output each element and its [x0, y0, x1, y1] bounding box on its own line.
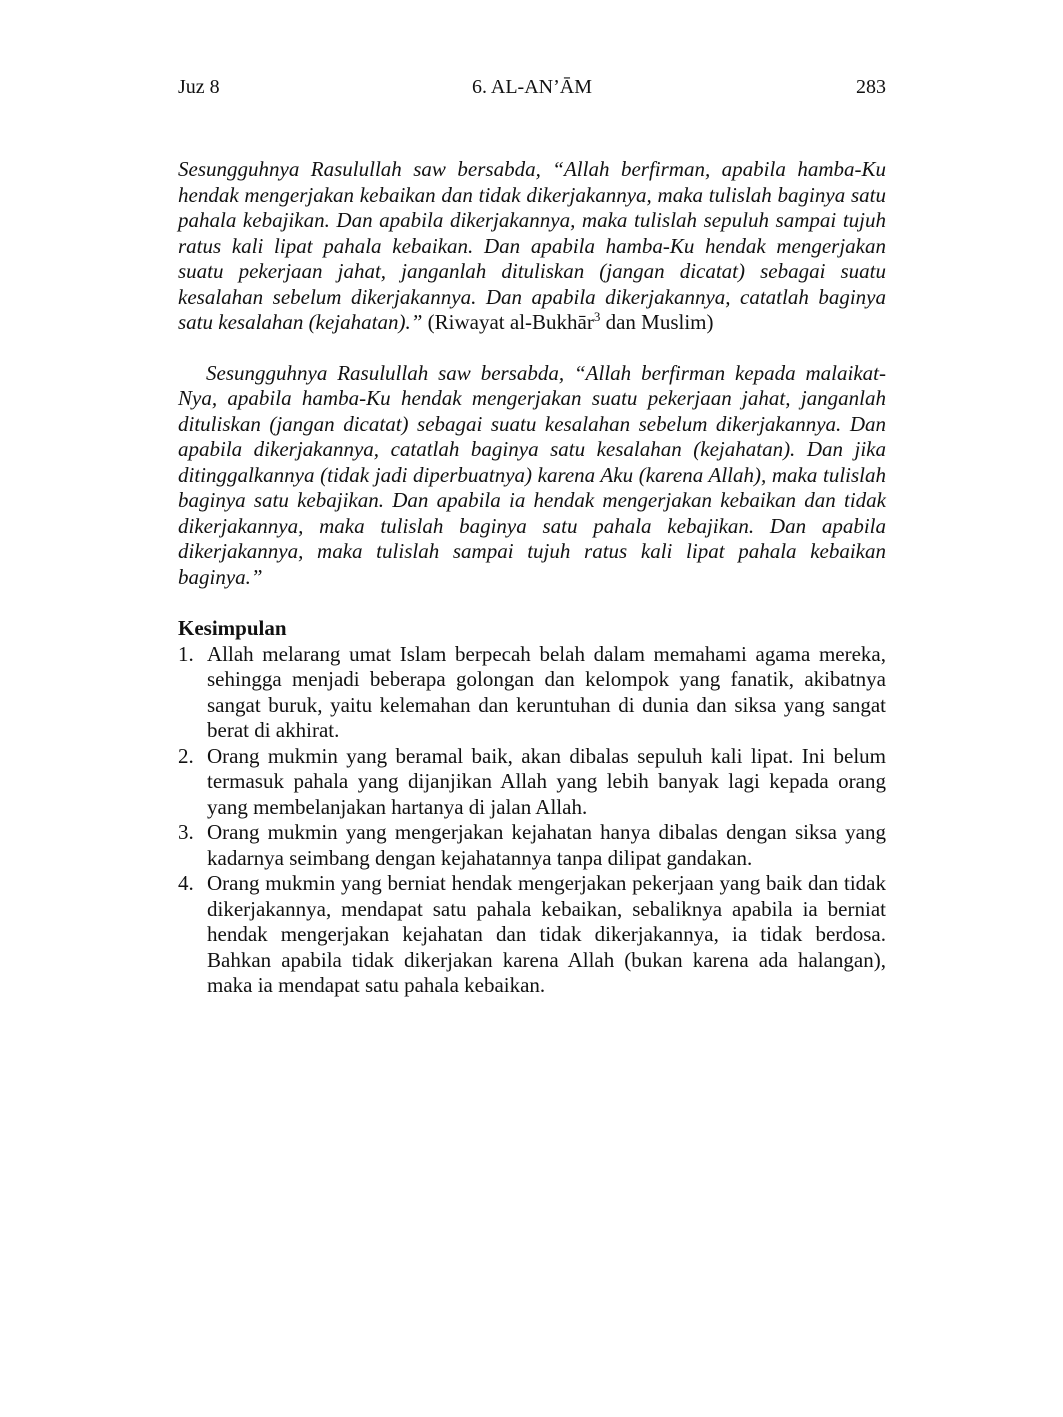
list-item-number: 3.: [178, 820, 194, 844]
list-item-number: 2.: [178, 743, 194, 768]
hadith-1-text: Sesungguhnya Rasulullah saw bersabda, “Allah berfirman, apabila hamba-Ku hendak mengerjakan kebaikan dan tidak dikerjakannya, maka tulislah baginya satu pahala kebajikan. Dan apabila dikerjakannya, maka tulislah sepuluh sampai tujuh ratus kali lipat pahala kebaikan. Dan apabila hamba-Ku hendak mengerjakan suatu pekerjaan jahat, janganlah dituliskan (jangan dicatat) sebagai suatu kesalahan sebelum dikerjakannya. Dan apabila dikerjakannya, catatlah baginya satu kesalahan (kejahatan).”: [178, 157, 886, 334]
hadith-paragraph-2: [178, 361, 886, 591]
list-item-text: Orang mukmin yang beramal baik, akan dibalas sepuluh kali lipat. Ini belum termasuk pahala yang dijanjikan Allah yang lebih banyak lagi kepada orang yang membelanjakan hartanya di jalan Allah.: [207, 743, 886, 819]
hadith-1-source: (Riwayat al-Bukhār: [422, 310, 594, 334]
surah-title: 6. AL-AN’ĀM: [472, 76, 592, 98]
list-item: [178, 744, 886, 821]
page-body: [178, 157, 886, 999]
list-item: [178, 871, 886, 999]
juz-label: Juz 8: [178, 76, 220, 98]
hadith-2-text: Sesungguhnya Rasulullah saw bersabda, “Allah berfirman kepada malaikat-Nya, apabila hamba-Ku hendak mengerjakan suatu pekerjaan jahat, janganlah dituliskan (jangan dicatat) sebagai suatu kesalahan sebelum dikerjakannya. Dan apabila dikerjakannya, catatlah baginya satu kesalahan (kejahatan). Dan jika ditinggalkannya (tidak jadi diperbuatnya) karena Aku (karena Allah), maka tulislah baginya satu kebajikan. Dan apabila ia hendak mengerjakan kebaikan dan tidak dikerjakannya, maka tulislah baginya satu pahala kebajikan. Dan apabila dikerjakannya, maka tulislah sampai tujuh ratus kali lipat pahala kebaikan baginya.”: [178, 360, 886, 589]
list-item-text: Allah melarang umat Islam berpecah belah dalam memahami agama mereka, sehingga menjadi beberapa golongan dan kelompok yang fanatik, akibatnya sangat buruk, yaitu kelemahan dan keruntuhan di dunia dan siksa yang sangat berat di akhirat.: [207, 641, 886, 742]
list-item-number: 4.: [178, 871, 194, 895]
footnote-marker: 3: [593, 309, 601, 324]
conclusion-list: [178, 642, 886, 999]
hadith-1-source-end: dan Muslim): [600, 310, 714, 334]
list-item-text: Orang mukmin yang mengerjakan kejahatan hanya dibalas dengan siksa yang kadarnya seimbang dengan kejahatannya tanpa dilipat gandakan.: [207, 820, 886, 870]
list-item-number: 1.: [178, 641, 194, 666]
list-item-text: Orang mukmin yang berniat hendak mengerjakan pekerjaan yang baik dan tidak dikerjakannya, mendapat satu pahala kebaikan, sebaliknya apabila ia berniat hendak mengerjakan kejahatan dan tidak dikerjakannya, ia tidak berdosa. Bahkan apabila tidak dikerjakan karena Allah (bukan karena ada halangan), maka ia mendapat satu pahala kebaikan.: [207, 871, 886, 997]
list-item: [178, 820, 886, 871]
list-item: [178, 642, 886, 744]
page-number: 283: [856, 76, 886, 98]
page-header: [178, 76, 886, 102]
section-title: Kesimpulan: [178, 616, 287, 640]
hadith-paragraph-1: [178, 157, 886, 336]
